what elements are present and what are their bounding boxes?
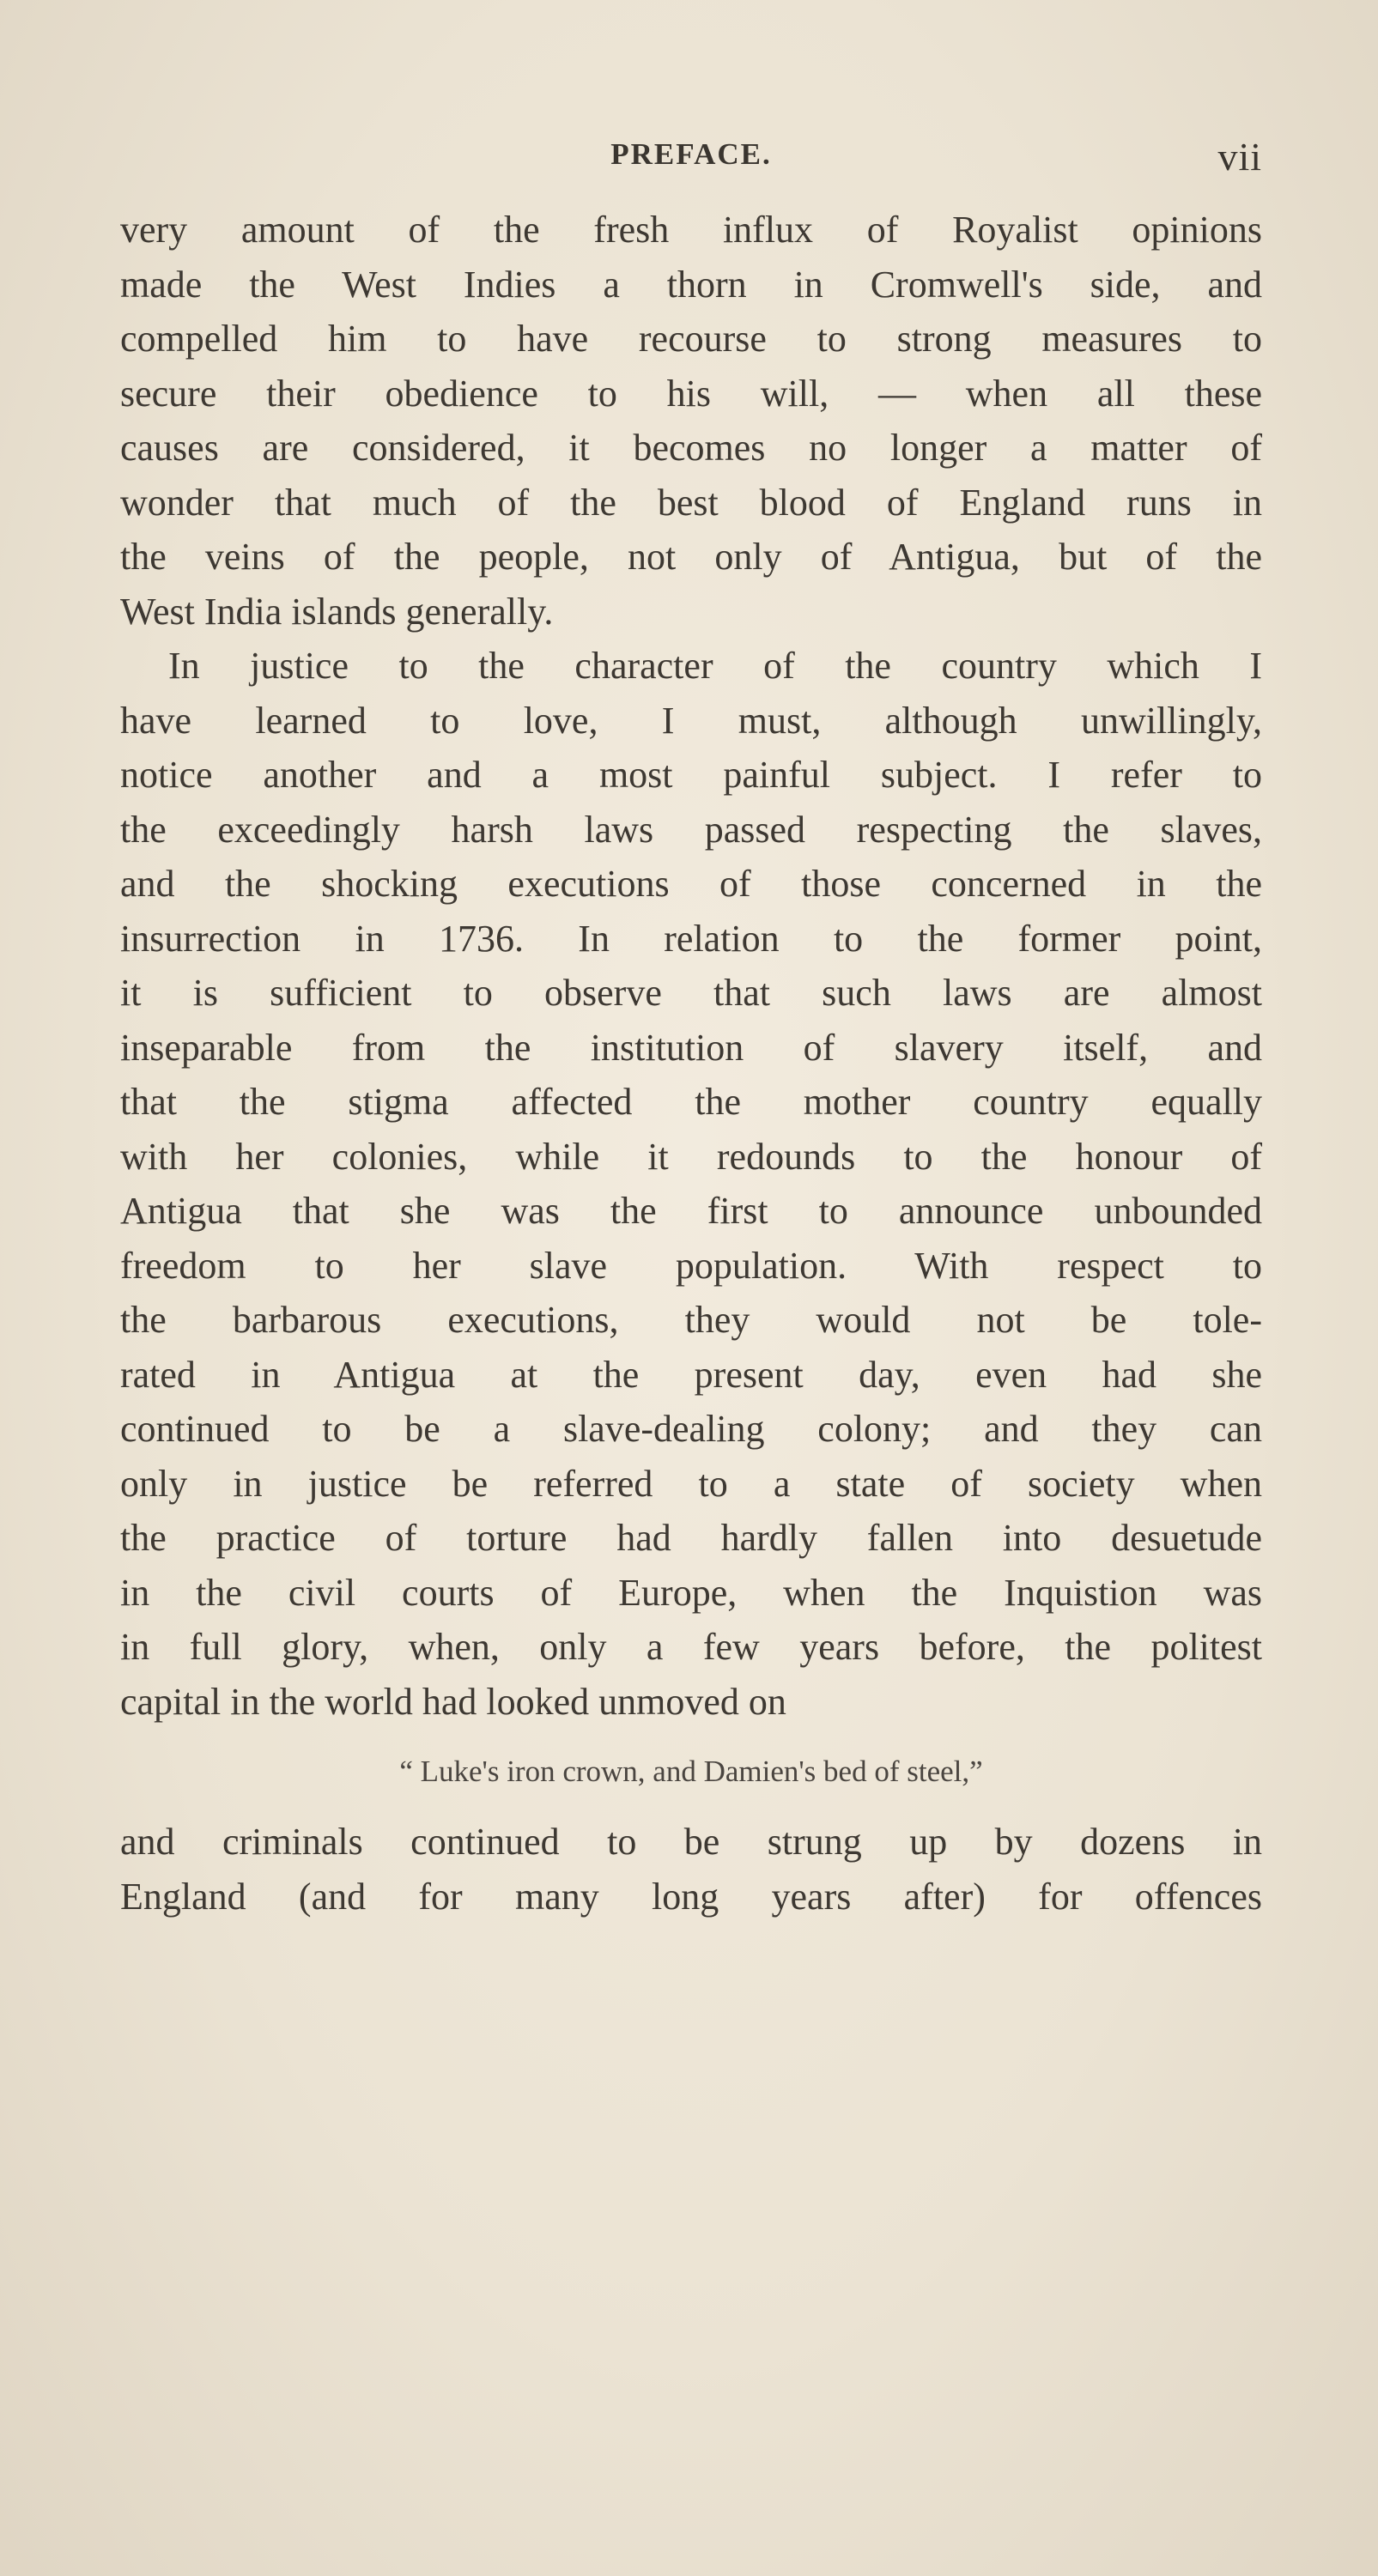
text-line: rated in Antigua at the present day, even had she [120,1353,1262,1396]
text-line: causes are considered, it becomes no longer a matter of [120,427,1262,469]
paragraph-2 [120,639,1262,1729]
text-line: it is sufficient to observe that such laws are almost [120,972,1262,1014]
text-line: In justice to the character of the country which I [168,645,1262,687]
text-line: secure their obedience to his will, — when all these [120,372,1262,415]
text-line: the exceedingly harsh laws passed respecting the slaves, [120,808,1262,851]
text-line: the practice of torture had hardly fallen into desuetude [120,1517,1262,1559]
text-line: with her colonies, while it redounds to the honour of [120,1135,1262,1178]
text-line: compelled him to have recourse to strong measures to [120,318,1262,360]
text-line: have learned to love, I must, although unwillingly, [120,699,1262,742]
text-line: and the shocking executions of those concerned in the [120,863,1262,905]
text-line: capital in the world had looked unmoved on [120,1680,786,1723]
text-line: the barbarous executions, they would not be tole- [120,1299,1262,1341]
text-line: Antigua that she was the first to announce unbounded [120,1190,1262,1232]
block-quotation: “ Luke's iron crown, and Damien's bed of steel,” [399,1755,983,1788]
text-line: in the civil courts of Europe, when the Inquistion was [120,1571,1262,1614]
running-head [120,137,1262,189]
running-head-title: PREFACE. [610,137,772,171]
text-line: made the West Indies a thorn in Cromwell's side, and [120,263,1262,306]
paragraph-3 [120,1815,1262,1924]
text-line: only in justice be referred to a state of society when [120,1462,1262,1505]
text-line: inseparable from the institution of slavery itself, and [120,1026,1262,1069]
text-line: and criminals continued to be strung up by dozens in [120,1821,1262,1863]
text-line: continued to be a slave-dealing colony; and they can [120,1408,1262,1450]
text-line: that the stigma affected the mother country equally [120,1081,1262,1123]
text-line: in full glory, when, only a few years before, the politest [120,1626,1262,1668]
paragraph-1 [120,203,1262,639]
page-number: vii [1217,135,1262,179]
text-line: very amount of the fresh influx of Royalist opinions [120,209,1262,251]
body-text [120,203,1262,1924]
text-line: insurrection in 1736. In relation to the former point, [120,917,1262,960]
text-line: wonder that much of the best blood of England runs in [120,481,1262,524]
text-line: the veins of the people, not only of Antigua, but of the [120,536,1262,578]
text-line: freedom to her slave population. With respect to [120,1244,1262,1287]
text-line: West India islands generally. [120,590,554,633]
text-line: England (and for many long years after) for offences [120,1875,1262,1918]
text-line: notice another and a most painful subject. I refer to [120,754,1262,796]
